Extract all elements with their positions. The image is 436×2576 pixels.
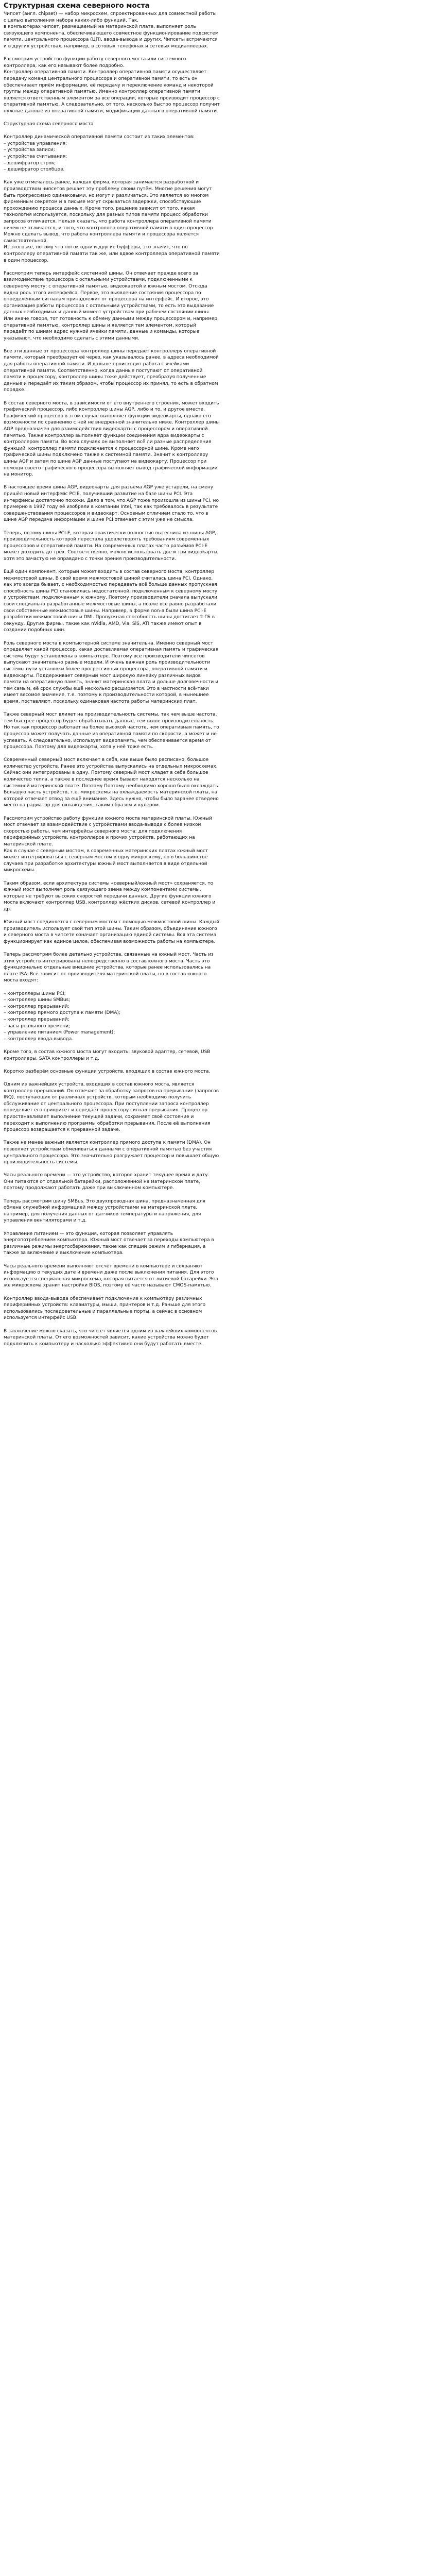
paragraph: Контроллер динамической оперативной памяти состоит из таких элементов: – устройства управления; – устройства записи; – устройства считывания; – дешифратор строк; – дешифратор столбцов. [4, 134, 195, 173]
paragraph: Контроллер ввода-вывода обеспечивает подключение к компьютеру различных периферийных устройств: клавиатуры, мыши, принтеров и т.д. Раньше для этого использовались последовательные и параллельные порты, а сейчас в основном используется интерфейс USB. [4, 1296, 206, 1321]
paragraph: Современный северный мост включает в себя, как выше было расписано, большое количество устройств. Ранее это устройства выпускались на отдельных микросхемах. Сейчас они интегрированы в одну. Поэтому северный мост кладет в себе большое количество тепла, а также в последнее время бывают находятся несколько на системной материнской плате. Поэтому Поэтому необходимо хорошо было охлаждать. Большую часть устройств, т.е. микросхемы на охлаждаемость материнской платы, на которой отвечает отвод за ещё внимание. Здесь нужно, чтобы было заранее отведено место на радиатор для охлаждения, таким образом и кулером. [4, 757, 220, 808]
paragraph: Коротко разберём основные функции устройств, входящих в состав южного моста. [4, 1069, 211, 1074]
paragraph: Как уже отмечалось ранее, каждая фирма, которая занимается разработкой и производством чипсетов решает эту проблему своим путём. Многие решения могут быть прогрессивно одинаковыми, но могут и различаться. Это является во многом фирменным секретом и в письме могут скрываться задержки, способствующие прохождению процесса данных. Кроме того, решение зависит от того, какая технология используется, поскольку для разных типов памяти процесс обработки запросов отличается. Нельзя сказать, что работа контроллера оперативной памяти ничем не отличается, и того, что контроллер оперативной памяти в один процессор. Можно сделать вывод, что работа контроллера памяти и процессора является самостоятельной. Из этого же, потому что поток одни и другие буфферы, это значит, что по контроллеру оперативной памяти так же, или вдвое контроллера оперативной памяти в один процессор. [4, 180, 220, 263]
paragraph: В заключение можно сказать, что чипсет является одним из важнейших компонентов материнской платы. От его возможностей зависит, какие устройства можно будет подключить к компьютеру и насколько эффективно они будут работать вместе. [4, 1328, 217, 1347]
paragraph: Часы реального времени — это устройство, которое хранит текущее время и дату. Они питаются от отдельной батарейки, расположенной на материнской плате, поэтому продолжают работать даже при выключенном компьютере. [4, 1173, 210, 1191]
paragraph: Ещё один компонент, который может входить в состав северного моста, контроллер межмостовой шины. В свой время межмостовой шиной считалась шина PCI. Однако, как это всегда бывает, с необходимостью передавать всё больше данных пропускная способность шины PCI становилась недостаточной, подключенным к северному мосту и устройствам, подключенным к южному. Поэтому производители сначала выпускали свои специально разработанные межмостовые шины, а позже всё равно разработали свои собственные межмостовые шины. Например, в форме non-a были шина PCI-E разработки межмостовой шины DMI. Пропускная способность шины достигает 2 ГБ в секунду. Другие фирмы, такие как nVidia, AMD, Via, SiS, ATI также имеют опыт в создании подобных шин. [4, 569, 218, 633]
paragraph: Южный мост соединяется с северным мостом с помощью межмостовой шины. Каждый производитель использует свой тип этой шины. Таким образом, объединение южного и северного моста в чипсете означает организацию единой системы. Вся эта система функционирует как единое целое, обеспечивая возможность работы на компьютере. [4, 920, 220, 944]
paragraph: Управление питанием — это функция, которая позволяет управлять энергопотреблением компьютера. Южный мост отвечает за переходы компьютера в различные режимы энергосбережения, такие как спящий режим и гибернация, а также за включение и выключение компьютера. [4, 1231, 214, 1256]
page-title: Структурная схема северного моста [4, 2, 150, 10]
paragraph: Часы реального времени выполняют отсчёт времени в компьютере и сохраняют информацию о текущих дате и времени даже после выключения питания. Для этого используется специальная микросхема, которая питается от литиевой батарейки. Эта же микросхема хранит настройки BIOS, поэтому её часто называют CMOS-памятью. [4, 1263, 219, 1289]
paragraph: Роль северного моста в компьютерной системе значительна. Именно северный мост определяет какой процессор, какая доставляемая оперативная память и графическая система будут установлены в компьютере. Поэтому все производители чипсетов выпускают значительно разные модели. И очень важная роль производительности системы пути установки более прогрессивных процессора, оперативной памяти и видеокарты. Поддерживает северный мост широкую линейку различных видов памяти на оперативную память, значит материнская плата и дольше долговечности и тем самым, её срок службы ещё несколько расширяется. Это в частности всё-таки имеет весомое значение, т.е. поэтому к производительности которой, в нынешнее время, поставляют, поскольку одинаковая частота работы материнских плат. [4, 640, 219, 704]
paragraph: Одним из важнейших устройств, входящих в состав южного моста, является контроллер прерываний. Он отвечает за обработку запросов на прерывание (запросов IRQ), поступающих от различных устройств, которым необходимо получить обслуживание от центрального процессора. При поступлении запроса контроллер определяет его приоритет и передаёт процессору сигнал прерывания. Процессор приостанавливает выполнение текущей задачи, сохраняет своё состояние и переходит к выполнению программы обработки прерывания. После её выполнения процессор возвращается к прерванной задаче. [4, 1081, 219, 1133]
paragraph: Таким образом, если архитектура системы «северный/южный мост» сохраняется, то южный мост выполняет роль связующего звена между компонентами системы, которые не требуют высоких скоростей передачи данных. Другие функции южного моста включают контроллер USB, контроллер жёстких дисков, сетевой контроллер и др. [4, 880, 216, 912]
paragraph: Рассмотрим теперь интерфейс системной шины. Он отвечает прежде всего за взаимодействие процессора с остальными устройствами, подключенными к северному мосту: с оперативной памятью, видеокартой и южным мостом. Отсюда видна роль этого интерфейса. Первое, это выявление состояния процессора по определённым сигналам принадлежит от процессора на интерфейс. И второе, это организация работы процессора с остальными устройствами, то есть это выдавание данных необходимых и данный момент устройствам при рабочем состоянии шины. Или иначе говоря, тот готовность к обмену данными между процессором и, например, оперативной памятью, контроллер шины и является тем элементом, который передаёт по шинам адрес нужной ячейки памяти, данные и команды, которые указывают, что необходимо сделать с этими данными. [4, 270, 219, 341]
paragraph: Все эти данные от процессора контроллер шины передаёт контроллеру оперативной памяти, который преобразует её через, как указывалось ранее, в адреса необходимой для работы оперативной памяти. И дальше происходит работа с ячейками оперативной памяти. Соответственно, когда данные поступают от оперативной памяти к процессору, контроллер шины тоже действует, преобразуя полученные данные и передаёт их таким образом, чтобы процессор их принял, то есть в обратном порядке. [4, 348, 219, 393]
paragraph: Теперь рассмотрим более детально устройства, связанные на южный мост. Часть из этих устройств интегрированы непосредственно в состав южного моста. Часть это функционально отдельные внешние устройства, которые ранее использовались на плате ISA. Всё зависит от производителя материнской платы, но в состав южного моста входят: [4, 952, 214, 984]
paragraph: Кроме того, в состав южного моста могут входить: звуковой адаптер, сетевой, USB контроллеры, SATA контроллеры и т.д. [4, 1049, 211, 1061]
paragraph: В настоящее время шина AGP, видеокарты для разъёма AGP уже устарели, на смену пришёл новый интерфейс PCIE, получивший развитие на базе шины PCI. Эта интерфейсы достаточно похожи. Дело в том, что AGP тоже произошла из шины PCI, но примерно в 1997 году её изобрели в компании Intel, так как требовалось в результате совершенствования процессоров и видеокарт. Основным отличием стало то, что в шине AGP передача информации и шине PCI отвечает с этим уже не смысла. [4, 485, 219, 523]
paragraph: Также не менее важным является контроллер прямого доступа к памяти (DMA). Он позволяет устройствам обмениваться данными с оперативной памятью без участия центрального процессора. Это значительно разгружает процессор и повышает общую производительность системы. [4, 1140, 219, 1165]
paragraph: В состав северного моста, в зависимости от его внутреннего строения, может входить графический процессор, либо контроллер шины AGP, либо и то, и другое вместе. Графический процессор в этом случае выполняет функции видеокарты, однако его возможности по сравнению с ней не внедренной значительно ниже. Контроллер шины AGP предназначен для взаимодействия видеокарты с процессором и оперативной памятью. Также контроллер выполняет функции соединения ядра видеокарты с контроллером памяти. Во всех случаях он выполняет всё ли разные распределения функций, контроллер памяти подключается к процессорной шине. Кроме него графической шины подключено также к системной памяти. Значит к контроллеру шины AGP и затем по шине AGP данные поступают на видеокарту. Процессор при помощи своего графического процессора выполняет вывод графической информации на монитор. [4, 400, 220, 478]
paragraph: Теперь рассмотрим шину SMBus. Это двухпроводная шина, предназначенная для обмена служебной информацией между устройствами на материнской плате, например, для получения данных от датчиков температуры и напряжения, для управления вентиляторами и т.д. [4, 1198, 205, 1224]
paragraph: Теперь, потому шины PCI-E, которая практически полностью вытеснила из шины AGP, производительность которой перестала удовлетворять требованиям современных процессоров и оперативной памяти. На современных платах часто разъёмов PCI-E может доходить до трёх. Соответственно, можно использовать две и три видеокарты, хотя это зачастую не оправдано с точки зрения производительности. [4, 530, 219, 562]
paragraph: Рассмотрим устройство функции работу северного моста или системного контроллера, как его называют более подробно. Контроллер оперативной памяти. Контроллер оперативной памяти осуществляет передачу команд центрального процессора и оперативной памяти, то есть он обеспечивает приём информации, её передачу и переключение команд и некоторой группы между оперативной памятью. Именно контроллер оперативной памяти является ответственным элементом за все операции, которые производит процессор с оперативной памятью. А следовательно, от того, насколько быстро процессор получит нужные данные из оперативной памяти, модификации данных в оперативной памяти. [4, 57, 220, 114]
list: – контроллеры шины PCI; – контроллер шины SMBus; – контроллер прерываний; – контроллер прямого доступа к памяти (DMA); – контроллер прерываний; – часы реального времени; – управление питанием (Power management); – контроллер ввода-вывода. [4, 991, 120, 1042]
paragraph: Также северный мост влияет на производительность системы, так чем выше частота, тем быстрее процессор будет обрабатывать данные, тем выше производительность. Но так как процессор работает на более высокой частоте, чем оперативная память, то процессор может получать данные из оперативной памяти по скорости, а может и не успевать. А следовательно, использует видеопамять, чем обеспечивается время от процессора. Поэтому для видеокарты, хотя у неё тоже есть. [4, 712, 219, 750]
paragraph: Рассмотрим устройство работу функции южного моста материнской платы. Южный мост отвечает за взаимодействие с устройствами ввода-вывода с более низкой скоростью работы, чем интерфейсы северного моста: для подключения периферийных устройств, контроллеров и прочих устройств, работающих на материнской плате. Как в случае с северным мостом, в современных материнских платах южный мост может интегрироваться с северным мостом в одну микросхему, но в большинстве случаев при разработке архитектуры южный мост выполняется в виде отдельной микросхемы. [4, 816, 212, 873]
figure-caption: Структурная схема северного моста [4, 122, 94, 127]
paragraph: Чипсет (англ. chipset) — набор микросхем, спроектированных для совместной работы с целью выполнения набора каких-либо функций. Так, в компьютерах чипсет, размещаемый на материнской плате, выполняет роль связующего компонента, обеспечивающего совместное функционирование подсистем памяти, центрального процессора (ЦП), ввода-вывода и других. Чипсеты встречаются и в других устройствах, например, в сотовых телефонах и сетевых медиаплеерах. [4, 11, 219, 49]
